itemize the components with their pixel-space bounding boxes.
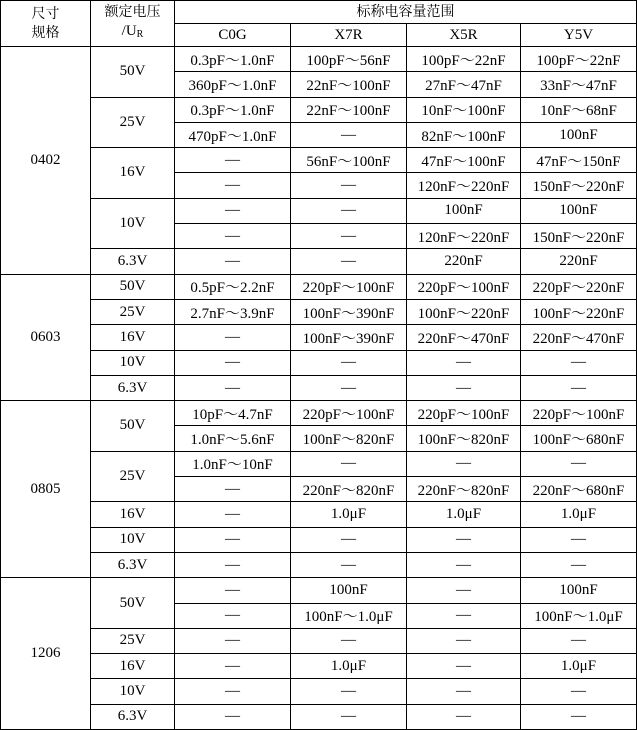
- table-row: [1, 401, 637, 426]
- capacitance-cell: 220nF～820nF: [291, 477, 407, 502]
- capacitance-cell: 100nF～220nF: [521, 299, 637, 324]
- capacitance-cell: —: [291, 628, 407, 653]
- capacitance-cell: —: [291, 552, 407, 577]
- capacitance-cell: —: [407, 628, 521, 653]
- capacitance-cell: 100nF～680nF: [521, 426, 637, 451]
- capacitance-cell: —: [291, 122, 407, 147]
- capacitance-cell: 220nF: [407, 249, 521, 274]
- capacitance-cell: 82nF～100nF: [407, 122, 521, 147]
- voltage-cell: 6.3V: [91, 375, 175, 400]
- capacitance-cell: —: [175, 628, 291, 653]
- capacitance-cell: —: [521, 527, 637, 552]
- table-row: [1, 249, 637, 274]
- capacitance-cell: —: [521, 552, 637, 577]
- capacitance-cell: —: [175, 350, 291, 375]
- capacitance-cell: 0.5pF～2.2nF: [175, 274, 291, 299]
- size-cell: 0402: [1, 47, 91, 275]
- voltage-cell: 50V: [91, 47, 175, 98]
- capacitance-cell: 100pF～22nF: [407, 47, 521, 72]
- capacitance-cell: —: [175, 527, 291, 552]
- capacitance-cell: 220nF～680nF: [521, 477, 637, 502]
- table-row: [1, 325, 637, 350]
- table-row: [1, 628, 637, 653]
- capacitance-cell: —: [175, 477, 291, 502]
- size-header-line1: 尺寸: [31, 5, 60, 22]
- table-row: [1, 47, 637, 72]
- capacitance-cell: 220nF～470nF: [521, 325, 637, 350]
- table-row: [1, 578, 637, 603]
- capacitance-cell: —: [291, 173, 407, 198]
- voltage-cell: 10V: [91, 679, 175, 704]
- dielectric-header-x7r: X7R: [291, 24, 407, 47]
- table-row: [1, 527, 637, 552]
- table-body: [1, 47, 637, 730]
- voltage-cell: 16V: [91, 502, 175, 527]
- voltage-cell: 10V: [91, 350, 175, 375]
- capacitance-cell: —: [175, 249, 291, 274]
- table-row: [1, 704, 637, 729]
- voltage-cell: 50V: [91, 274, 175, 299]
- capacitance-cell: 100nF: [521, 198, 637, 223]
- capacitance-cell: 100pF～22nF: [521, 47, 637, 72]
- table-row: [1, 350, 637, 375]
- capacitance-cell: 1.0nF～5.6nF: [175, 426, 291, 451]
- capacitance-cell: 100nF～390nF: [291, 299, 407, 324]
- voltage-cell: 16V: [91, 325, 175, 350]
- capacitance-cell: —: [407, 375, 521, 400]
- capacitance-cell: —: [521, 350, 637, 375]
- capacitance-cell: —: [407, 451, 521, 476]
- capacitance-cell: 1.0nF～10nF: [175, 451, 291, 476]
- table-row: [1, 274, 637, 299]
- voltage-cell: 10V: [91, 198, 175, 249]
- header-row-1: [1, 1, 637, 24]
- capacitance-cell: 33nF～47nF: [521, 72, 637, 97]
- capacitance-cell: 100nF～1.0μF: [291, 603, 407, 628]
- capacitance-cell: 100nF: [521, 122, 637, 147]
- size-cell: 0805: [1, 401, 91, 578]
- capacitance-cell: 100nF～390nF: [291, 325, 407, 350]
- table-row: [1, 299, 637, 324]
- capacitance-cell: —: [175, 704, 291, 729]
- capacitance-cell: 100nF: [521, 578, 637, 603]
- dielectric-header-x5r: X5R: [407, 24, 521, 47]
- capacitance-cell: 0.3pF～1.0nF: [175, 47, 291, 72]
- capacitance-cell: 0.3pF～1.0nF: [175, 97, 291, 122]
- capacitance-cell: —: [175, 375, 291, 400]
- voltage-cell: 6.3V: [91, 704, 175, 729]
- capacitance-cell: —: [291, 375, 407, 400]
- capacitance-cell: 1.0μF: [291, 502, 407, 527]
- capacitance-cell: 47nF～100nF: [407, 148, 521, 173]
- capacitance-cell: —: [175, 198, 291, 223]
- capacitance-cell: 220pF～100nF: [291, 401, 407, 426]
- capacitance-cell: 100nF～1.0μF: [521, 603, 637, 628]
- capacitance-cell: —: [407, 552, 521, 577]
- capacitance-cell: 220nF～470nF: [407, 325, 521, 350]
- range-header: 标称电容量范围: [175, 1, 637, 24]
- capacitance-cell: —: [291, 679, 407, 704]
- dielectric-header-y5v: Y5V: [521, 24, 637, 47]
- capacitance-cell: 360pF～1.0nF: [175, 72, 291, 97]
- capacitance-cell: 120nF～220nF: [407, 224, 521, 249]
- capacitance-cell: —: [521, 451, 637, 476]
- voltage-cell: 50V: [91, 578, 175, 629]
- capacitance-cell: 220pF～100nF: [521, 401, 637, 426]
- capacitance-cell: —: [175, 679, 291, 704]
- table-row: [1, 451, 637, 476]
- capacitance-cell: 1.0μF: [291, 654, 407, 679]
- voltage-cell: 25V: [91, 299, 175, 324]
- capacitance-cell: 10pF～4.7nF: [175, 401, 291, 426]
- table-row: [1, 654, 637, 679]
- capacitance-cell: —: [175, 502, 291, 527]
- capacitance-cell: —: [175, 224, 291, 249]
- table-row: [1, 97, 637, 122]
- voltage-cell: 25V: [91, 451, 175, 502]
- capacitance-cell: 220pF～220nF: [521, 274, 637, 299]
- capacitance-cell: 22nF～100nF: [291, 97, 407, 122]
- capacitance-cell: 1.0μF: [521, 502, 637, 527]
- dielectric-header-c0g: C0G: [175, 24, 291, 47]
- capacitance-cell: —: [291, 704, 407, 729]
- capacitance-cell: —: [291, 451, 407, 476]
- capacitance-cell: —: [291, 224, 407, 249]
- size-header-line2: 规格: [31, 24, 60, 41]
- capacitance-cell: 470pF～1.0nF: [175, 122, 291, 147]
- voltage-cell: 10V: [91, 527, 175, 552]
- capacitance-cell: 100nF～820nF: [407, 426, 521, 451]
- capacitance-cell: 10nF～68nF: [521, 97, 637, 122]
- capacitance-cell: 100nF: [407, 198, 521, 223]
- voltage-cell: 25V: [91, 97, 175, 148]
- capacitance-cell: —: [521, 628, 637, 653]
- capacitance-cell: —: [291, 249, 407, 274]
- size-header: [1, 1, 91, 47]
- capacitance-cell: —: [175, 325, 291, 350]
- capacitance-cell: —: [175, 654, 291, 679]
- capacitance-cell: —: [175, 578, 291, 603]
- capacitance-cell: —: [175, 148, 291, 173]
- capacitance-cell: 1.0μF: [407, 502, 521, 527]
- voltage-unit-subscript: R: [136, 29, 144, 40]
- voltage-cell: 16V: [91, 654, 175, 679]
- capacitance-cell: 100nF～220nF: [407, 299, 521, 324]
- capacitance-cell: —: [407, 704, 521, 729]
- capacitance-cell: 100pF～56nF: [291, 47, 407, 72]
- size-cell: 1206: [1, 578, 91, 730]
- capacitance-cell: 2.7nF～3.9nF: [175, 299, 291, 324]
- table-row: [1, 198, 637, 223]
- capacitance-cell: —: [521, 704, 637, 729]
- capacitance-cell: 56nF～100nF: [291, 148, 407, 173]
- capacitance-cell: —: [291, 198, 407, 223]
- capacitance-cell: 220pF～100nF: [291, 274, 407, 299]
- capacitance-cell: 220pF～100nF: [407, 274, 521, 299]
- voltage-cell: 6.3V: [91, 249, 175, 274]
- capacitance-cell: —: [175, 552, 291, 577]
- capacitance-cell: 220nF～820nF: [407, 477, 521, 502]
- voltage-header: [91, 1, 175, 47]
- capacitance-cell: —: [407, 527, 521, 552]
- capacitance-cell: 47nF～150nF: [521, 148, 637, 173]
- capacitance-cell: 22nF～100nF: [291, 72, 407, 97]
- capacitance-cell: —: [407, 654, 521, 679]
- capacitance-cell: 10nF～100nF: [407, 97, 521, 122]
- capacitance-cell: 1.0μF: [521, 654, 637, 679]
- voltage-cell: 16V: [91, 148, 175, 199]
- capacitance-cell: —: [407, 350, 521, 375]
- table-row: [1, 502, 637, 527]
- voltage-header-line2: [91, 22, 174, 44]
- table-row: [1, 148, 637, 173]
- capacitance-cell: 100nF～820nF: [291, 426, 407, 451]
- capacitance-cell: —: [175, 603, 291, 628]
- voltage-cell: 50V: [91, 401, 175, 452]
- voltage-cell: 6.3V: [91, 552, 175, 577]
- capacitance-cell: —: [521, 679, 637, 704]
- table-row: [1, 375, 637, 400]
- capacitance-cell: —: [407, 679, 521, 704]
- capacitance-cell: —: [521, 375, 637, 400]
- capacitance-cell: 120nF～220nF: [407, 173, 521, 198]
- capacitance-cell: —: [407, 603, 521, 628]
- capacitance-cell: —: [175, 173, 291, 198]
- table-row: [1, 679, 637, 704]
- capacitance-cell: 220pF～100nF: [407, 401, 521, 426]
- capacitance-cell: 27nF～47nF: [407, 72, 521, 97]
- capacitance-cell: 150nF～220nF: [521, 173, 637, 198]
- voltage-cell: 25V: [91, 628, 175, 653]
- capacitance-cell: 150nF～220nF: [521, 224, 637, 249]
- voltage-unit: /U: [121, 23, 137, 39]
- table-row: [1, 552, 637, 577]
- capacitance-cell: 100nF: [291, 578, 407, 603]
- size-cell: 0603: [1, 274, 91, 400]
- capacitance-cell: —: [291, 527, 407, 552]
- capacitance-cell: 220nF: [521, 249, 637, 274]
- capacitance-cell: —: [407, 578, 521, 603]
- capacitance-cell: —: [291, 350, 407, 375]
- voltage-header-line1: 额定电压: [104, 4, 161, 20]
